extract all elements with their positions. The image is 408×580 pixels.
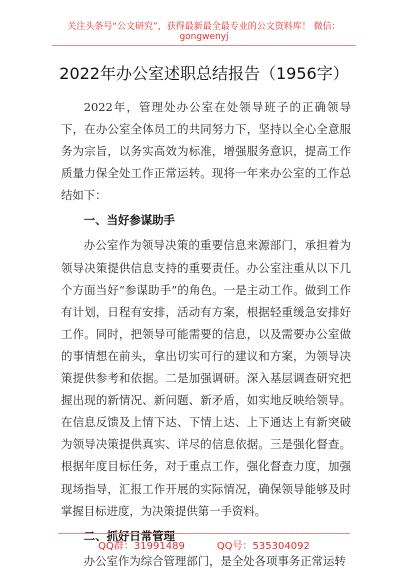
footer-qq-group: QQ群：31991489 <box>98 541 185 552</box>
footer <box>0 537 408 552</box>
intro-paragraph: 2022年，管理处办公室在处领导班子的正确领导下，在办公室全体员工的共同努力下，坚持以全心全意服务为宗旨，以务实高效为标准，增强服务意识，提高工作质量力保全处工作正常运转。现将一年来办公室的工作总结如下： <box>61 100 351 203</box>
header-banner: 关注头条号“公文研究”，获得最新最全最专业的公文资料库！ 微信：gongwenyj <box>52 19 356 46</box>
footer-divider <box>58 533 350 534</box>
section-heading-2: 二、抓好日常管理 <box>83 528 175 543</box>
footer-qq: QQ号：535304092 <box>216 541 310 552</box>
document-body <box>61 96 351 572</box>
section-body-2: 办公室作为综合管理部门，是全处各项事务正常运转 <box>83 553 346 568</box>
document-title: 2022年办公室述职总结报告（1956字） <box>59 64 349 83</box>
section-heading-1: 一、当好参谋助手 <box>83 213 175 228</box>
section-body-1: 办公室作为领导决策的重要信息来源部门，承担着为领导决策提供信息支持的重要责任。办公室注重从以下几个方面当好“参谋助手”的角色。一是主动工作。做到工作有计划，日程有安排，活动有方案，根据轻重缓急安排好工作。同时，把领导可能需要的信息，以及需要办公室做的事情想在前头，拿出切实可行的建议和方案，为领导决策提供参考和依据。二是加强调研。深入基层调查研究把握出现的新情况、新问题、新矛盾，如实地反映给领导。在信息反馈及上情下达、下情上达、上下通达上有新突破为领导决策提供真实、详尽的信息依据。三是强化督查。根据年度目标任务，对于重点工作，强化督查力度，加强现场指导，汇报工作开展的实际情况，确保领导能够及时掌握目标进度，为决策提供第一手资料。 <box>61 238 351 518</box>
